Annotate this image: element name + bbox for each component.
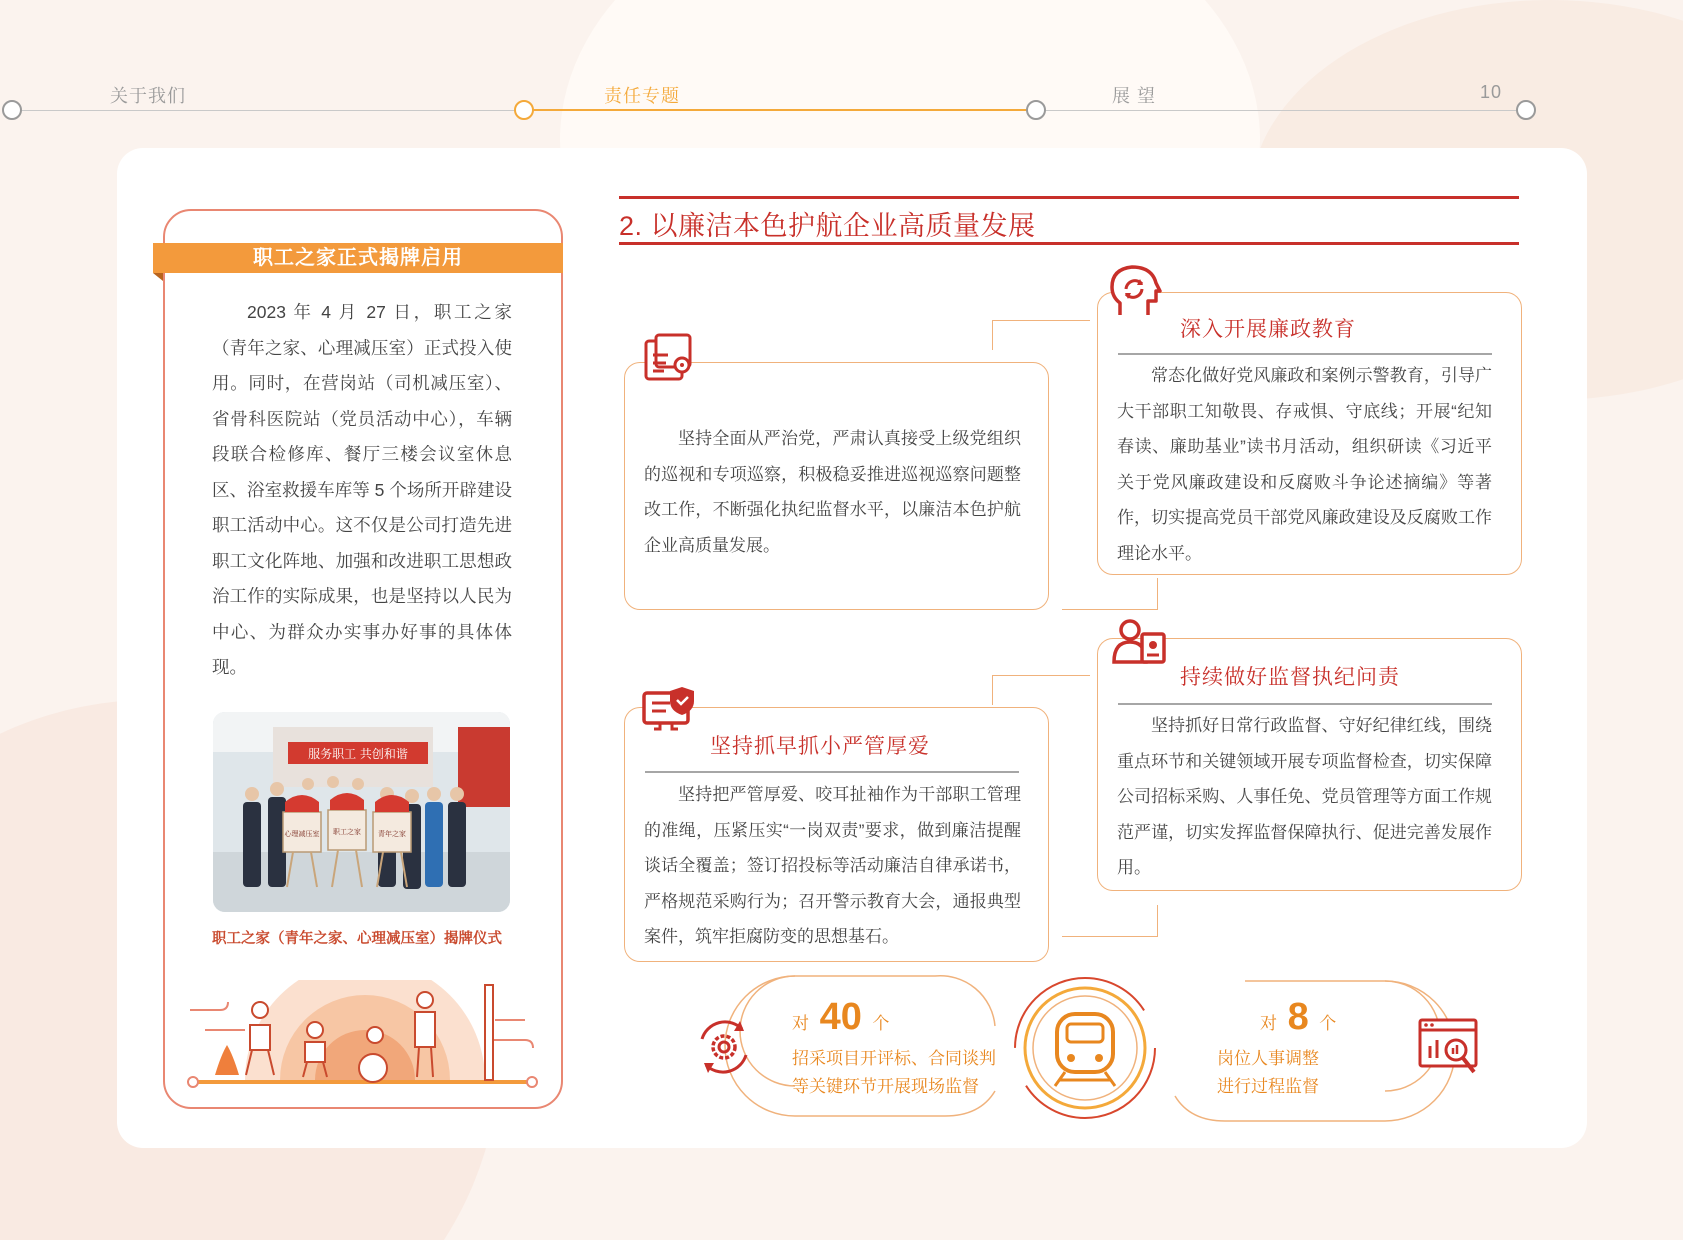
nav-track-active bbox=[524, 109, 1036, 111]
connector-line bbox=[992, 320, 1090, 350]
nav-dot[interactable] bbox=[1026, 100, 1046, 120]
head-refresh-icon bbox=[1110, 265, 1162, 319]
photo-caption: 职工之家（青年之家、心理减压室）揭牌仪式 bbox=[212, 931, 502, 947]
plaque-label: 青年之家 bbox=[378, 830, 406, 838]
page-number: 10 bbox=[1480, 82, 1503, 102]
stat-2-unit: 个 bbox=[1319, 1014, 1337, 1033]
ceremony-photo bbox=[213, 712, 510, 912]
nav-item-responsibility[interactable]: 责任专题 bbox=[604, 86, 680, 106]
stat-1-line-1: 招采项目开评标、合同谈判 bbox=[792, 1049, 996, 1068]
person-inspection-icon bbox=[1112, 616, 1168, 666]
sidebar-banner-fold bbox=[153, 273, 163, 281]
stat-2-value bbox=[1260, 996, 1336, 1039]
plaque-label: 职工之家 bbox=[333, 828, 361, 836]
plaque-label: 心理减压室 bbox=[284, 830, 320, 838]
intro-text: 坚持全面从严治党，严肃认真接受上级党组织的巡视和专项巡察，积极稳妥推进巡视巡察问题整改工作，不断强化执纪监督水平，以廉洁本色护航企业高质量发展。 bbox=[644, 429, 1021, 555]
nav-item-outlook[interactable]: 展 望 bbox=[1112, 86, 1157, 106]
education-text: 常态化做好党风廉政和案例示警教育，引导广大干部职工知敬畏、存戒惧、守底线；开展“纪知春读、廉助基业”读书月活动，组织研读《习近平关于党风廉政建设和反腐败斗争论述摘编》等著作，切实提高党员干部党风廉政建设及反腐败工作理论水平。 bbox=[1117, 366, 1492, 563]
nav-dot[interactable] bbox=[2, 100, 22, 120]
supervision-text: 坚持抓好日常行政监督、守好纪律红线，围绕重点环节和关键领域开展专项监督检查，切实保障公司招标采购、人事任免、党员管理等方面工作规范严谨，切实发挥监督保障执行、促进完善发展作用。 bbox=[1117, 716, 1492, 877]
analytics-screen-icon bbox=[1418, 1018, 1482, 1076]
title-rule bbox=[645, 771, 1019, 773]
stat-1-value bbox=[792, 996, 889, 1039]
photo-banner-text: 服务职工 共创和谐 bbox=[308, 747, 408, 761]
heading-rule-bottom bbox=[619, 242, 1519, 245]
strict-title: 坚持抓早抓小严管厚爱 bbox=[710, 735, 930, 758]
cycle-gear-icon bbox=[694, 1017, 756, 1077]
stat-1-unit: 个 bbox=[872, 1014, 890, 1033]
connector-line bbox=[992, 675, 1090, 705]
connector-line bbox=[1062, 578, 1158, 610]
monitor-shield-icon bbox=[642, 685, 698, 735]
stat-2-line-2: 进行过程监督 bbox=[1217, 1077, 1319, 1096]
education-title: 深入开展廉政教育 bbox=[1180, 318, 1356, 341]
nav-dot-active[interactable] bbox=[514, 100, 534, 120]
workers-illustration bbox=[185, 980, 545, 1090]
nav-dot[interactable] bbox=[1516, 100, 1536, 120]
stat-2-number: 8 bbox=[1287, 996, 1309, 1038]
sidebar-paragraph: 2023 年 4 月 27 日，职工之家（青年之家、心理减压室）正式投入使用。同时，在营岗站（司机减压室）、省骨科医院站（党员活动中心），车辆段联合检修库、餐厅三楼会议室休息区、浴室救援车库等 5 个场所开辟建设职工活动中心。这不仅是公司打造先进职工文化阵地、加强和改进职工思想政治工作的实际成果，也是坚持以人民为中心、为群众办实事办好事的具体体现。 bbox=[212, 302, 512, 677]
document-gear-icon bbox=[642, 333, 700, 383]
title-rule bbox=[1118, 353, 1492, 355]
title-rule bbox=[1118, 703, 1492, 705]
stat-1-prefix: 对 bbox=[792, 1014, 809, 1033]
connector-line bbox=[1062, 905, 1158, 937]
stat-2-line-1: 岗位人事调整 bbox=[1217, 1049, 1319, 1068]
section-heading: 2. 以廉洁本色护航企业高质量发展 bbox=[619, 211, 1036, 241]
nav-item-about[interactable]: 关于我们 bbox=[110, 86, 186, 106]
stat-1-line-2: 等关键环节开展现场监督 bbox=[792, 1077, 979, 1096]
sidebar-title: 职工之家正式揭牌启用 bbox=[253, 247, 463, 269]
heading-rule-top bbox=[619, 196, 1519, 199]
strict-text: 坚持把严管厚爱、咬耳扯袖作为干部职工管理的准绳，压紧压实“一岗双责”要求，做到廉洁提醒谈话全覆盖；签订招投标等活动廉洁自律承诺书，严格规范采购行为；召开警示教育大会，通报典型案件，筑牢拒腐防变的思想基石。 bbox=[644, 785, 1021, 946]
stat-2-prefix: 对 bbox=[1260, 1014, 1277, 1033]
stat-1-number: 40 bbox=[819, 996, 862, 1038]
supervision-title: 持续做好监督执纪问责 bbox=[1180, 666, 1400, 689]
